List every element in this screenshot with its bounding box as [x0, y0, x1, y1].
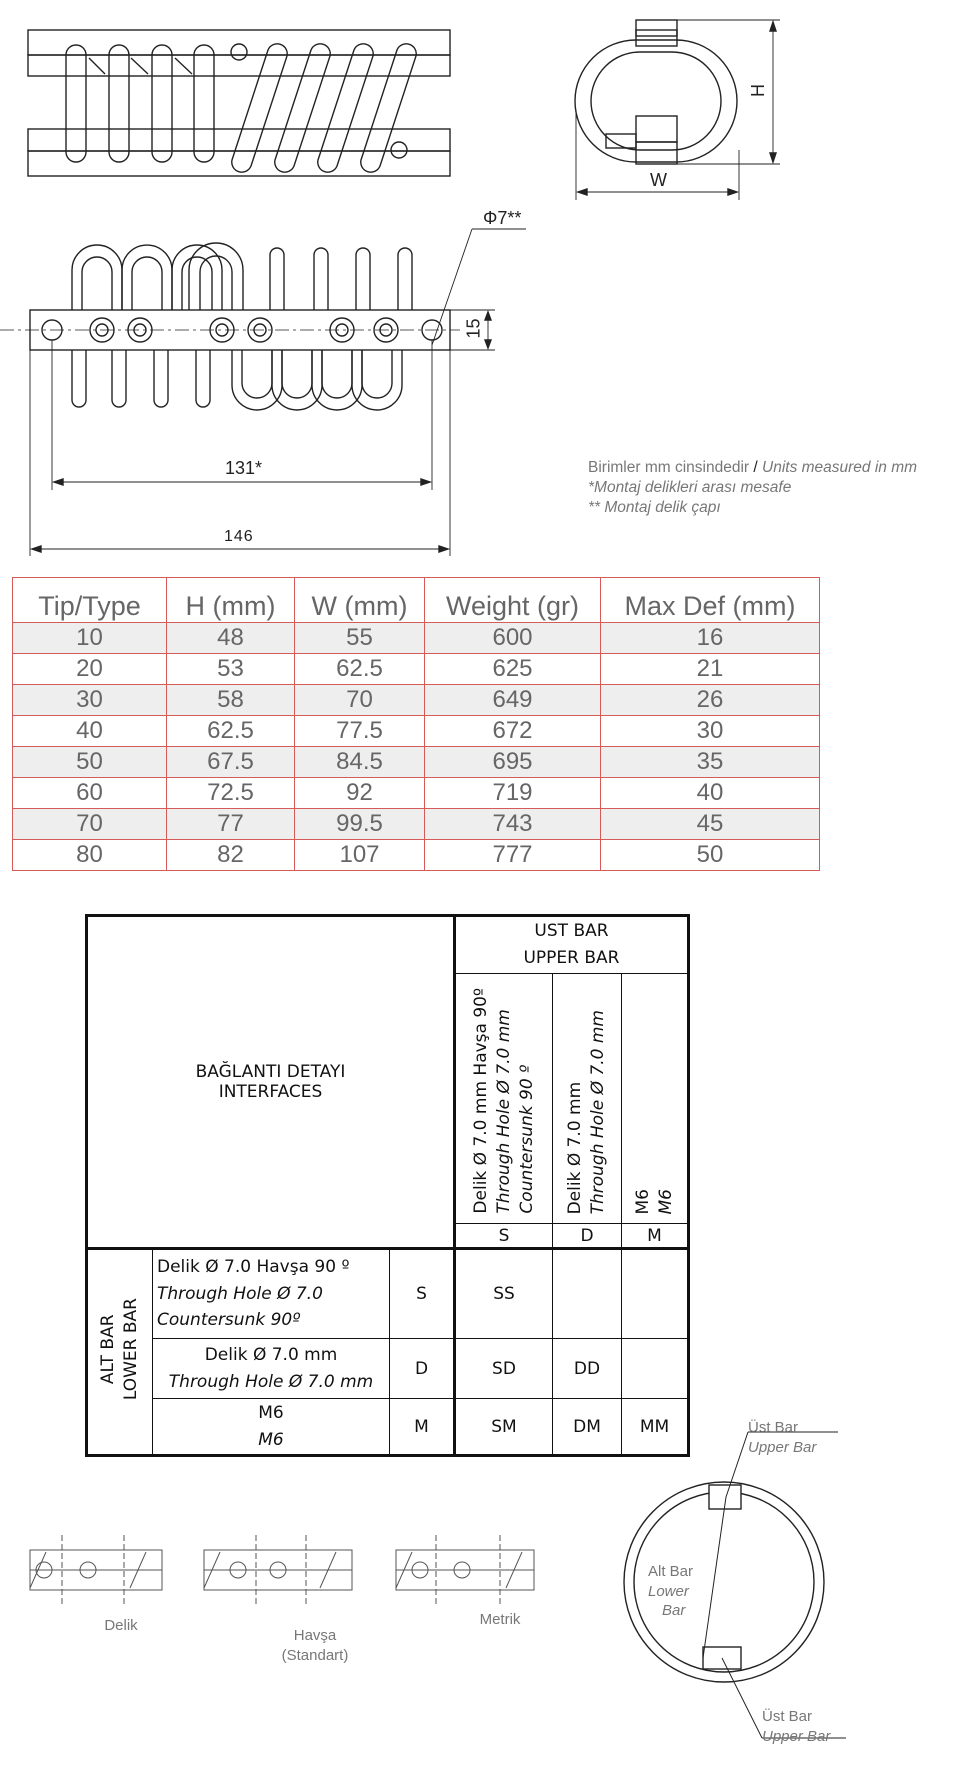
cell: 45 — [601, 809, 820, 840]
cell: 67.5 — [167, 747, 295, 778]
table-row — [13, 840, 820, 871]
dim-15-label: 15 — [463, 318, 484, 339]
ring-top-label — [748, 1418, 816, 1457]
ring-top-en: Upper Bar — [748, 1438, 817, 1456]
col-s-code: S — [455, 1224, 553, 1249]
cell: 99.5 — [295, 809, 425, 840]
cell-empty — [553, 1249, 622, 1339]
interface-table — [85, 914, 690, 1457]
ring-mid-label — [648, 1562, 693, 1621]
cell: 26 — [601, 685, 820, 716]
ring-mid-en2: Bar — [662, 1602, 686, 1619]
cell-mm: MM — [622, 1399, 689, 1456]
cell: 35 — [601, 747, 820, 778]
caption-havsa — [265, 1626, 365, 1665]
lower-tr: ALT BAR — [98, 1314, 119, 1385]
cell: 50 — [13, 747, 167, 778]
cell-ss: SS — [455, 1249, 553, 1339]
row-d-l2: Through Hole Ø 7.0 mm — [168, 1371, 374, 1392]
cell: 82 — [167, 840, 295, 871]
caption-delik: Delik — [104, 1617, 138, 1634]
cell: 40 — [601, 778, 820, 809]
col-d-l2: Through Hole Ø 7.0 mm — [588, 1009, 608, 1214]
row-d-code: D — [390, 1339, 455, 1399]
row-d-desc — [153, 1339, 390, 1399]
cell: 60 — [13, 778, 167, 809]
row-s-desc — [153, 1249, 390, 1339]
cell: 48 — [167, 623, 295, 654]
cell: 695 — [425, 747, 601, 778]
lower-en: LOWER BAR — [121, 1298, 141, 1401]
col-d-desc — [553, 974, 622, 1224]
table-row — [13, 716, 820, 747]
col-m-desc — [622, 974, 689, 1224]
header-w: W (mm) — [295, 578, 425, 623]
row-s-l1: Delik Ø 7.0 Havşa 90 º — [157, 1257, 350, 1278]
detail-sections — [30, 1535, 534, 1606]
col-m-l2: M6 — [655, 1188, 676, 1214]
table-row — [13, 654, 820, 685]
cell: 92 — [295, 778, 425, 809]
caption-havsa-title: Havşa — [293, 1627, 337, 1644]
row-s-l2: Through Hole Ø 7.0 — [157, 1283, 323, 1304]
cell-empty — [622, 1339, 689, 1399]
col-s-l2: Through Hole Ø 7.0 mm — [493, 1009, 514, 1214]
cell: 62.5 — [167, 716, 295, 747]
dim-146-label: 146 — [224, 528, 254, 545]
upper-en: UPPER BAR — [523, 948, 620, 968]
units-tr: Birimler mm cinsindedir — [588, 459, 750, 476]
cell: 625 — [425, 654, 601, 685]
ring-bottom-label — [762, 1707, 830, 1746]
cell: 649 — [425, 685, 601, 716]
header-h: H (mm) — [167, 578, 295, 623]
cell: 16 — [601, 623, 820, 654]
dim-131-label: 131* — [225, 458, 263, 478]
upper-tr: UST BAR — [534, 920, 609, 941]
table-row — [13, 623, 820, 654]
row-m-l2: M6 — [258, 1429, 284, 1450]
col-d-code: D — [553, 1224, 622, 1249]
dim-w-label: W — [650, 170, 667, 190]
title-tr: BAĞLANTI DETAYI — [195, 1062, 346, 1082]
cell: 30 — [601, 716, 820, 747]
cell: 600 — [425, 623, 601, 654]
cell: 672 — [425, 716, 601, 747]
row-s-code: S — [390, 1249, 455, 1339]
row-d-l1: Delik Ø 7.0 mm — [204, 1345, 338, 1366]
interfaces-title — [87, 916, 455, 1249]
ring-bot-tr: Üst Bar — [762, 1708, 813, 1725]
col-m-code: M — [622, 1224, 689, 1249]
row-m-code: M — [390, 1399, 455, 1456]
cell: 743 — [425, 809, 601, 840]
cell: 107 — [295, 840, 425, 871]
cell: 50 — [601, 840, 820, 871]
ring-top-tr: Üst Bar — [748, 1419, 799, 1436]
caption-metrik: Metrik — [479, 1611, 521, 1628]
header-weight: Weight (gr) — [425, 578, 601, 623]
cell: 84.5 — [295, 747, 425, 778]
row-m-l1: M6 — [258, 1403, 284, 1424]
header-type: Tip/Type — [13, 578, 167, 623]
table-row — [13, 809, 820, 840]
cell: 77 — [167, 809, 295, 840]
cell: 70 — [13, 809, 167, 840]
row-s-l3: Countersunk 90º — [157, 1310, 301, 1331]
cell-sm: SM — [455, 1399, 553, 1456]
units-sep: / — [753, 459, 758, 476]
ring-mid-tr: Alt Bar — [648, 1563, 694, 1580]
cell: 777 — [425, 840, 601, 871]
table-row — [13, 685, 820, 716]
header-max-def: Max Def (mm) — [601, 578, 820, 623]
units-note — [588, 459, 917, 477]
cell: 20 — [13, 654, 167, 685]
note-1: *Montaj delikleri arası mesafe — [588, 479, 792, 496]
ring-mid-en1: Lower — [648, 1582, 689, 1600]
cell: 719 — [425, 778, 601, 809]
title-en: INTERFACES — [218, 1082, 323, 1102]
table-row — [13, 778, 820, 809]
dim-hole-label: Φ7** — [483, 208, 522, 228]
cell-dd: DD — [553, 1339, 622, 1399]
front-view — [0, 229, 526, 556]
cell: 21 — [601, 654, 820, 685]
caption-havsa-sub: (Standart) — [281, 1646, 349, 1664]
cell-dm: DM — [553, 1399, 622, 1456]
cell-empty — [622, 1249, 689, 1339]
cell: 72.5 — [167, 778, 295, 809]
cell: 10 — [13, 623, 167, 654]
col-m-l1: M6 — [632, 1188, 653, 1214]
cell: 30 — [13, 685, 167, 716]
cell: 58 — [167, 685, 295, 716]
side-view — [575, 20, 780, 200]
cell: 70 — [295, 685, 425, 716]
top-view — [28, 30, 450, 176]
spec-header-row — [13, 578, 820, 623]
col-s-l3: Countersunk 90 º — [516, 1065, 537, 1214]
cell: 62.5 — [295, 654, 425, 685]
units-en: Units measured in mm — [762, 459, 918, 476]
row-m-desc — [153, 1399, 390, 1456]
lower-bar-header — [87, 1249, 153, 1456]
cell: 40 — [13, 716, 167, 747]
col-s-desc — [455, 974, 553, 1224]
cell-sd: SD — [455, 1339, 553, 1399]
col-s-l1: Delik Ø 7.0 mm Havşa 90º — [470, 988, 491, 1214]
cell: 53 — [167, 654, 295, 685]
upper-bar-header — [455, 916, 689, 974]
table-row — [13, 747, 820, 778]
cell: 80 — [13, 840, 167, 871]
dim-h-label: H — [748, 84, 768, 97]
col-d-l1: Delik Ø 7.0 mm — [565, 1081, 586, 1214]
note-2: ** Montaj delik çapı — [588, 499, 721, 516]
spec-table — [12, 577, 820, 871]
ring-bot-en: Upper Bar — [762, 1727, 831, 1745]
cell: 55 — [295, 623, 425, 654]
cell: 77.5 — [295, 716, 425, 747]
